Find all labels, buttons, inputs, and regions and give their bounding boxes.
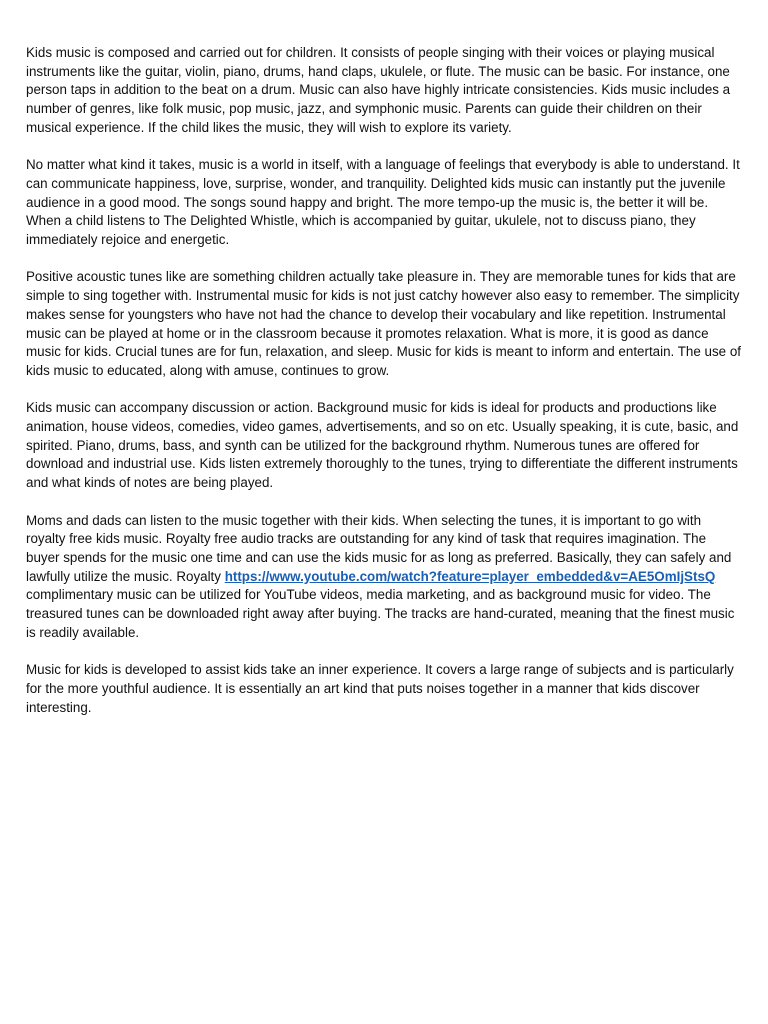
paragraph-5-text-after-link: complimentary music can be utilized for YouTube videos, media marketing, and as background music for video. The treasured tunes can be downloaded right away after buying. The tracks are hand-curated, meaning that the finest music is readily available. — [26, 587, 735, 640]
youtube-link[interactable]: https://www.youtube.com/watch?feature=player_embedded&v=AE5OmIjStsQ — [224, 568, 716, 584]
paragraph-5 — [26, 512, 742, 643]
paragraph-4: Kids music can accompany discussion or action. Background music for kids is ideal for products and productions like animation, house videos, comedies, video games, advertisements, and so on etc. Usually speaking, it is cute, basic, and spirited. Piano, drums, bass, and synth can be utilized for the background rhythm. Numerous tunes are offered for download and industrial use. Kids listen extremely thoroughly to the tunes, trying to differentiate the different instruments and what kinds of notes are being played. — [26, 400, 739, 491]
paragraph-5-text-before-link: Moms and dads can listen to the music together with their kids. When selecting the tunes, it is important to go with royalty free kids music. Royalty free audio tracks are outstanding for any kind of task that requires imagination. The buyer spends for the music one time and can use the kids music for as long as preferred. Basically, they can safely and lawfully utilize the music. Royalty — [26, 512, 732, 584]
paragraph-6: Music for kids is developed to assist kids take an inner experience. It covers a large range of subjects and is particularly for the more youthful audience. It is essentially an art kind that puts noises together in a manner that kids discover interesting. — [26, 662, 734, 715]
document-body — [26, 44, 742, 736]
paragraph-1: Kids music is composed and carried out for children. It consists of people singing with their voices or playing musical instruments like the guitar, violin, piano, drums, hand claps, ukulele, or flute. The music can be basic. For instance, one person taps in addition to the beat on a drum. Music can also have highly intricate consistencies. Kids music includes a number of genres, like folk music, pop music, jazz, and symphonic music. Parents can guide their children on their musical experience. If the child likes the music, they will wish to explore its variety. — [26, 45, 731, 135]
paragraph-3: Positive acoustic tunes like are something children actually take pleasure in. They are memorable tunes for kids that are simple to sing together with. Instrumental music for kids is not just catchy however also easy to remember. The simplicity makes sense for youngsters who have not had the chance to develop their vocabulary and like repetition. Instrumental music can be played at home or in the classroom because it promotes relaxation. What is more, it is good as dance music for kids. Crucial tunes are for fun, relaxation, and sleep. Music for kids is meant to inform and entertain. The use of kids music to educated, along with amuse, continues to grow. — [26, 269, 741, 378]
paragraph-2: No matter what kind it takes, music is a world in itself, with a language of feelings that everybody is able to understand. It can communicate happiness, love, surprise, wonder, and tranquility. Delighted kids music can instantly put the juvenile audience in a good mood. The songs sound happy and bright. The more tempo-up the music is, the better it will be. When a child listens to The Delighted Whistle, which is accompanied by guitar, ukulele, not to discuss piano, they immediately rejoice and energetic. — [26, 157, 740, 248]
